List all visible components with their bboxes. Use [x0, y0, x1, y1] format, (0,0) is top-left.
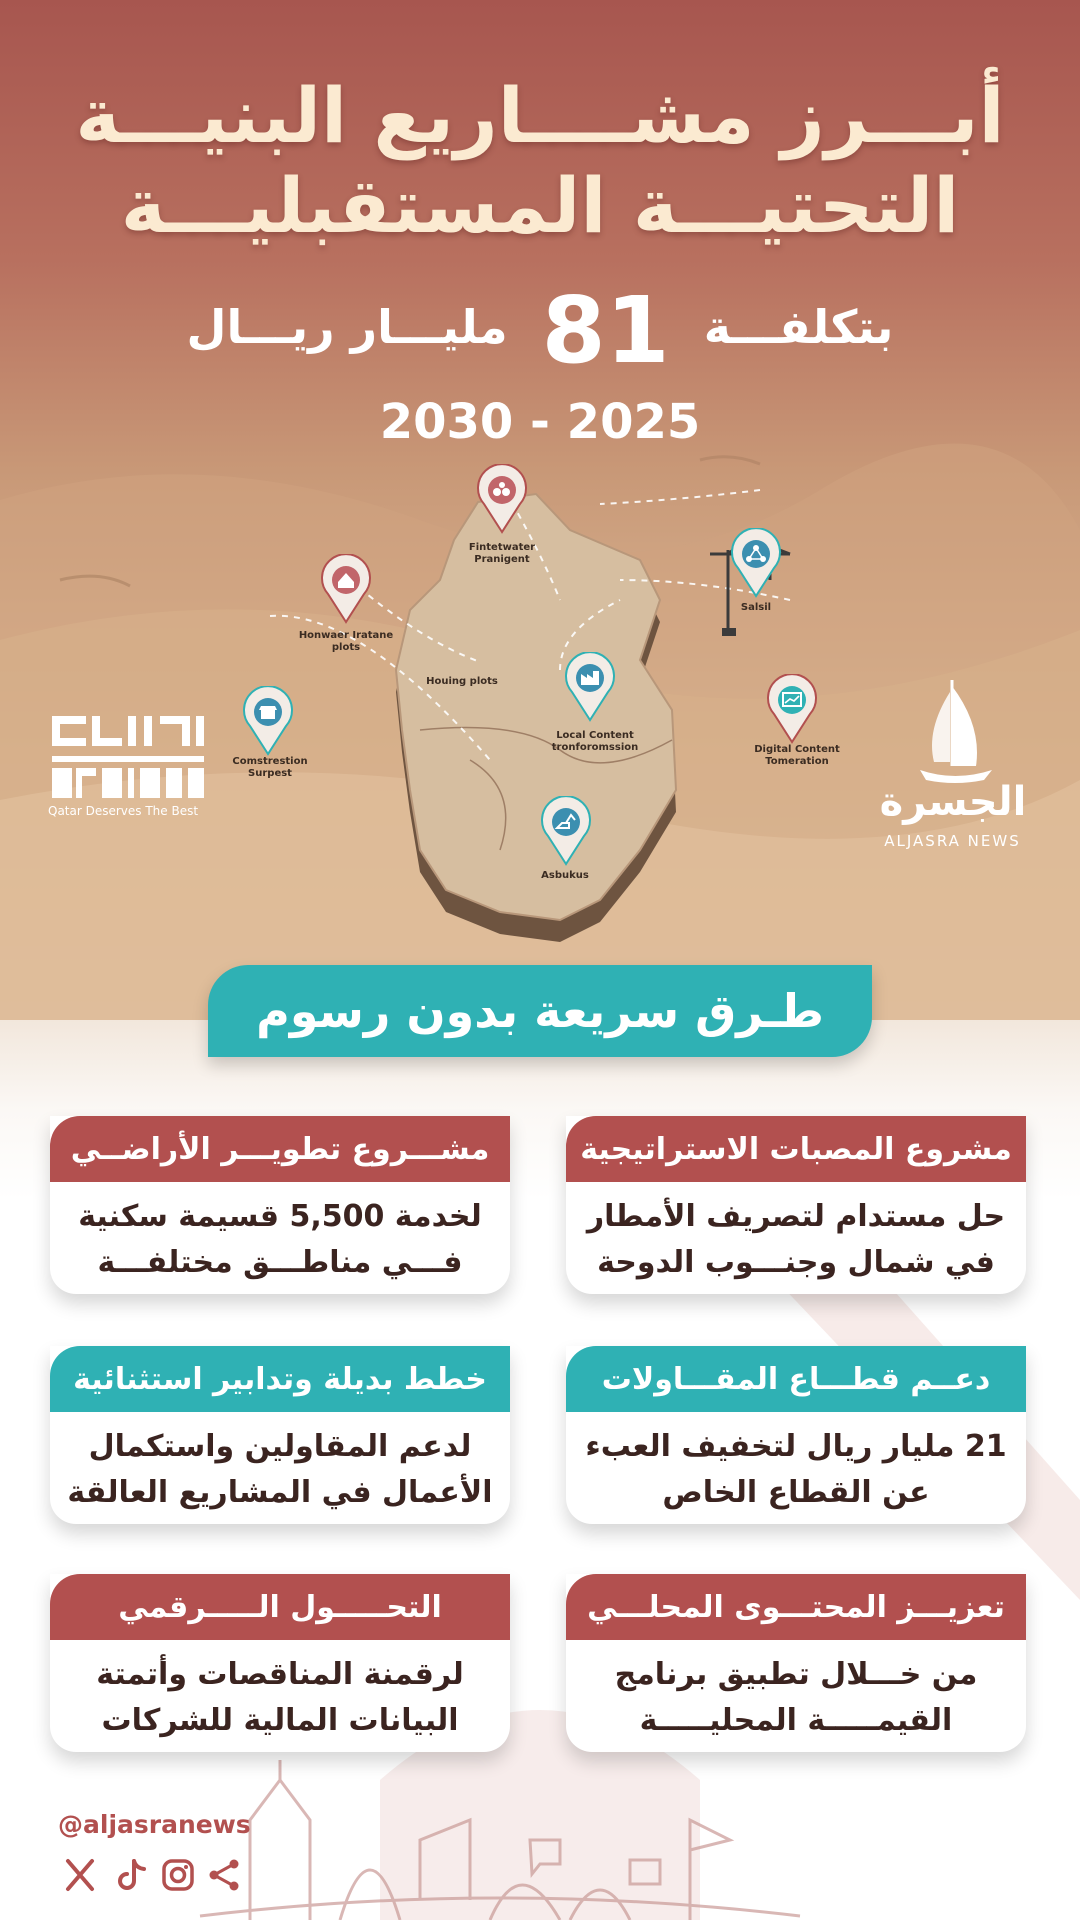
pin-label-house: Honwaer Iratane plots: [298, 630, 394, 653]
pin-shop-icon: [242, 686, 294, 756]
card-alternative-plans: [50, 1346, 510, 1524]
card-strategic-outfalls: [566, 1116, 1026, 1294]
card-local-content: [566, 1574, 1026, 1752]
card-line: 21 مليار ريال لتخفيف العبء: [585, 1429, 1007, 1464]
pin-excavator-icon: [540, 796, 592, 866]
card-line: فـــي مناطـــق مختلفـــة: [97, 1245, 463, 1280]
pin-chart-screen-icon: [766, 674, 818, 744]
card-line: من خـــلال تطبيق برنامج: [614, 1657, 978, 1692]
cost-number: 81: [541, 276, 670, 384]
pin-label-digital: Digital Content Tomeration: [754, 744, 840, 767]
card-line: في شمال وجنـــوب الدوحة: [597, 1245, 995, 1280]
card-title: دعــم قطـــاع المقـــاولات: [566, 1346, 1026, 1412]
x-icon[interactable]: [60, 1855, 100, 1895]
card-digital-transformation: [50, 1574, 510, 1752]
card-land-development: [50, 1116, 510, 1294]
card-line: لدعم المقاولين واستكمال: [88, 1429, 472, 1464]
tiktok-icon[interactable]: [112, 1855, 152, 1895]
pin-house-icon: [320, 554, 372, 624]
map-label-housing: Houing plots: [426, 676, 498, 687]
subtitle-cost-word: بتكلفـــة: [703, 300, 894, 354]
pin-label-water: Fintetwater Pranigent: [468, 542, 536, 565]
card-line: الأعمال في المشاريع العالقة: [67, 1475, 493, 1510]
subtitle-currency: مليـــار ريـــال: [186, 300, 508, 354]
highways-banner: طـرق سريعة بدون رسوم: [208, 965, 872, 1057]
share-icon[interactable]: [204, 1855, 244, 1895]
pin-label-factory: Local Content tronforomssion: [551, 730, 639, 753]
year-range: 2030 - 2025: [379, 394, 701, 450]
aljasra-english-name: ALJASRA NEWS: [884, 832, 1021, 850]
pin-label-network: Salsil: [740, 602, 772, 613]
instagram-icon[interactable]: [158, 1855, 198, 1895]
card-title: خطط بديلة وتدابير استثنائية: [50, 1346, 510, 1412]
pin-factory-icon: [564, 652, 616, 722]
card-title: مشـــروع تطويـــر الأراضــي: [50, 1116, 510, 1182]
title-line-2: التحتيـــة المستقبليـــة: [120, 161, 960, 250]
aljasra-arabic-name: الجسرة: [879, 779, 1027, 825]
card-contracting-support: [566, 1346, 1026, 1524]
card-line: القيمـــــة المحليـــــة: [639, 1703, 953, 1738]
social-handle[interactable]: @aljasranews: [58, 1810, 251, 1839]
pin-water-drops-icon: [476, 464, 528, 534]
ashghal-tagline: Qatar Deserves The Best: [48, 804, 199, 818]
card-title: التحـــــول الـــــرقمي: [50, 1574, 510, 1640]
card-line: لرقمنة المناقصات وأتمتة: [96, 1657, 464, 1692]
card-line: عن القطاع الخاص: [662, 1475, 930, 1510]
pin-label-excavator: Asbukus: [541, 870, 589, 881]
pin-label-shop: Comstrestion Surpest: [232, 756, 308, 779]
card-line: لخدمة 5,500 قسيمة سكنية: [78, 1199, 482, 1234]
pin-network-icon: [730, 528, 782, 598]
card-title: تعزيـــز المحتـــوى المحلـــي: [566, 1574, 1026, 1640]
subtitle: [0, 276, 1080, 384]
card-title: مشروع المصبات الاستراتيجية: [566, 1116, 1026, 1182]
card-line: البيانات المالية للشركات: [101, 1703, 459, 1738]
title-line-1: أبـــرز مشــــاريع البنيـــة: [75, 71, 1005, 160]
card-line: حل مستدام لتصريف الأمطار: [586, 1199, 1006, 1234]
